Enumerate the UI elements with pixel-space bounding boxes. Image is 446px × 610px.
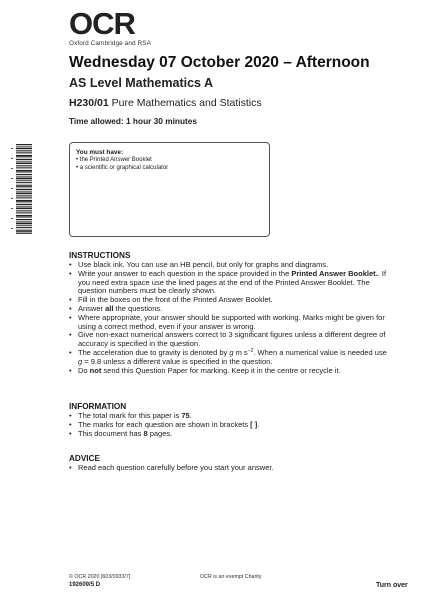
exam-title: Pure Mathematics and Statistics	[111, 97, 262, 109]
must-have-title: You must have:	[76, 149, 124, 156]
ocr-logo	[69, 6, 189, 47]
information-item: • The total mark for this paper is 75.	[69, 412, 389, 421]
barcode-icon	[10, 144, 34, 234]
information-item: • This document has 8 pages.	[69, 430, 389, 439]
information-title: INFORMATION	[69, 402, 127, 411]
exam-code-line	[69, 97, 262, 109]
logo-wordmark: OCR	[69, 6, 135, 41]
instruction-item: • Fill in the boxes on the front of the Printed Answer Booklet.	[69, 296, 389, 305]
must-have-item: • a scientific or graphical calculator	[76, 164, 169, 171]
exam-level-heading: AS Level Mathematics A	[69, 76, 214, 90]
instruction-item: • Use black ink. You can use an HB pencil, but only for graphs and diagrams.	[69, 261, 389, 270]
instructions-title: INSTRUCTIONS	[69, 251, 131, 260]
copyright-notice: © OCR 2020 [603/0933/7]	[69, 574, 131, 580]
information-section	[69, 402, 389, 438]
instruction-item: • Write your answer to each question in the space provided in the Printed Answer Booklet.. If you need extra space use the lined pages at the end of the Printed Answer Booklet. The question numbers must be clearly shown.	[69, 270, 389, 296]
instruction-item: • Do not send this Question Paper for marking. Keep it in the centre or recycle it.	[69, 367, 389, 376]
time-allowed: Time allowed: 1 hour 30 minutes	[69, 116, 198, 126]
instruction-item: • The acceleration due to gravity is denoted by g m $s^{-2}$. When a numerical value is needed use g = 9.8 unless a different value is specified in the question.	[69, 349, 389, 367]
you-must-have-box	[69, 142, 270, 237]
exam-code: H230/01	[69, 97, 109, 109]
information-list	[69, 412, 389, 438]
instruction-item: • Give non-exact numerical answers correct to 3 significant figures unless a different degree of accuracy is specified in the question.	[69, 331, 389, 349]
exam-date-heading: Wednesday 07 October 2020 – Afternoon	[69, 54, 370, 71]
instruction-item: • Answer all the questions.	[69, 305, 389, 314]
instructions-list	[69, 261, 389, 375]
advice-section	[69, 454, 389, 473]
advice-title: ADVICE	[69, 454, 100, 463]
instructions-section	[69, 251, 389, 375]
turn-over-label: Turn over	[376, 582, 408, 589]
charity-notice: OCR is an exempt Charity	[200, 574, 262, 580]
information-item: • The marks for each question are shown in brackets [ ].	[69, 421, 389, 430]
advice-item: • Read each question carefully before you start your answer.	[69, 464, 389, 473]
document-code: 192609/5 D	[69, 582, 101, 588]
logo-tagline: Oxford Cambridge and RSA	[69, 40, 151, 47]
advice-list	[69, 464, 389, 473]
instruction-item: • Where appropriate, your answer should be supported with working. Marks might be given for using a correct method, even if your answer is wrong.	[69, 314, 389, 332]
must-have-item: • the Printed Answer Booklet	[76, 157, 152, 163]
